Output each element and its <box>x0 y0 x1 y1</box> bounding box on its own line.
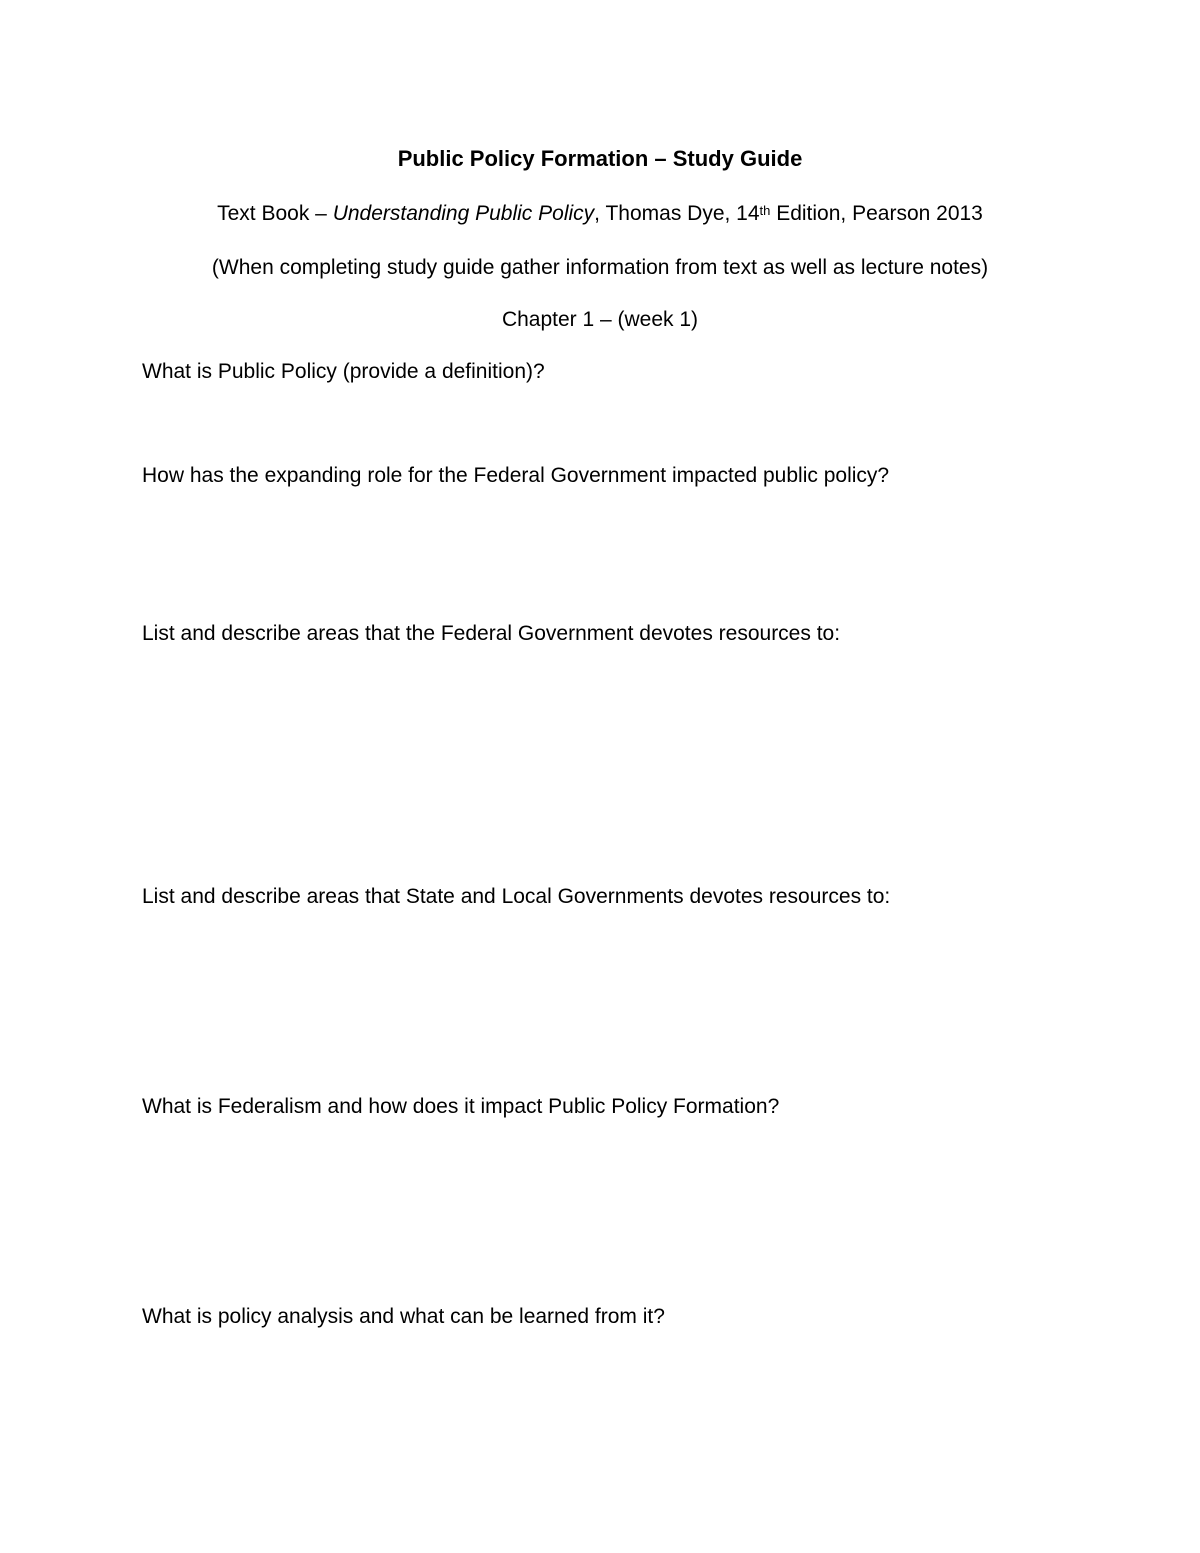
textbook-suffix: Edition, Pearson 2013 <box>770 202 983 225</box>
instruction-note: (When completing study guide gather information from text as well as lecture notes) <box>211 256 989 279</box>
question-3: List and describe areas that the Federal Government devotes resources to: <box>142 622 841 645</box>
chapter-heading: Chapter 1 – (week 1) <box>501 308 699 331</box>
question-2: How has the expanding role for the Federal Government impacted public policy? <box>142 464 890 487</box>
question-6: What is policy analysis and what can be learned from it? <box>142 1305 665 1328</box>
question-5: What is Federalism and how does it impact Public Policy Formation? <box>142 1095 780 1118</box>
textbook-prefix: Text Book – <box>217 202 333 225</box>
edition-superscript: th <box>759 203 771 218</box>
document-title: Public Policy Formation – Study Guide <box>397 146 803 171</box>
textbook-author: , Thomas Dye, 14 <box>594 202 760 225</box>
question-1: What is Public Policy (provide a definition)? <box>142 360 545 383</box>
question-4: List and describe areas that State and Local Governments devotes resources to: <box>142 885 891 908</box>
textbook-reference <box>0 200 1200 228</box>
textbook-title: Understanding Public Policy <box>332 202 595 225</box>
